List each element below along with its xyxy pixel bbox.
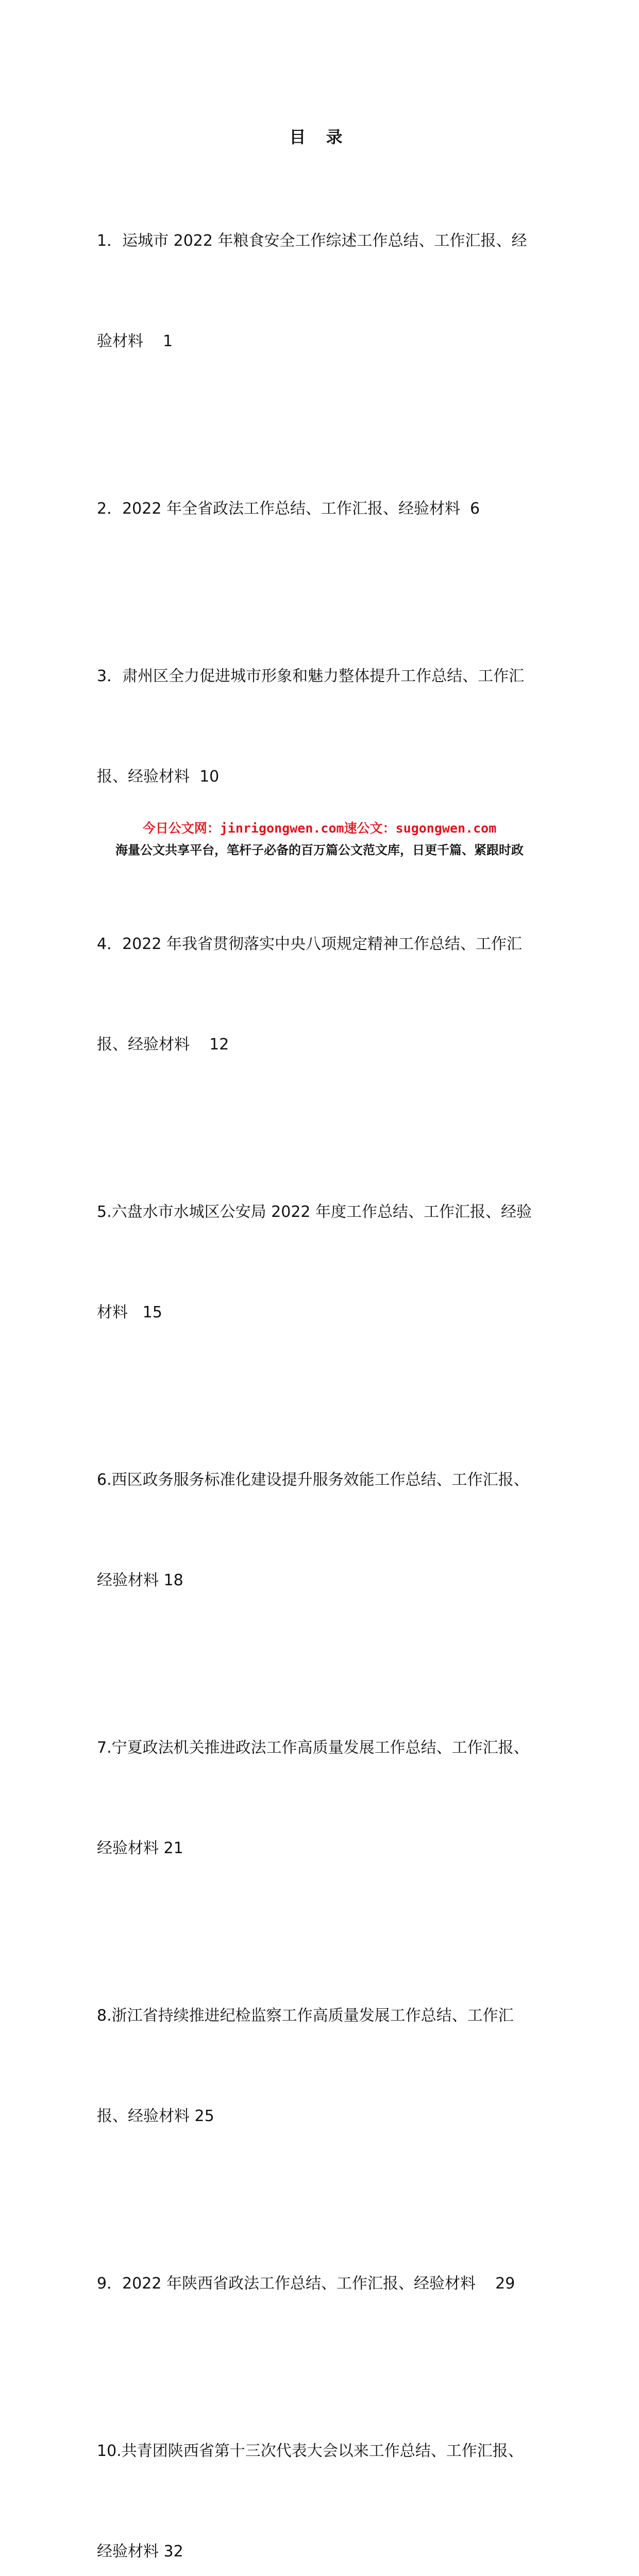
toc-entry-text: 6.西区政务服务标准化建设提升服务效能工作总结、工作汇报、 <box>97 1471 529 1489</box>
site2-link[interactable]: sugongwen.com <box>395 821 497 836</box>
toc-entry-text: 3．肃州区全力促进城市形象和魅力整体提升工作总结、工作汇 <box>97 667 525 685</box>
toc-entry-text-continued: 经验材料 21 <box>97 1839 183 1857</box>
toc-entry-text-continued: 报、经验材料 10 <box>97 768 220 786</box>
toc-entry-text-continued: 验材料 1 <box>97 332 173 350</box>
toc-entry-10[interactable] <box>97 2367 550 2576</box>
site1-link[interactable]: jinrigongwen.com <box>220 821 344 836</box>
toc-entry-text: 7.宁夏政法机关推进政法工作高质量发展工作总结、工作汇报、 <box>97 1739 529 1757</box>
toc-entry-text: 2．2022 年全省政法工作总结、工作汇报、经验材料 6 <box>97 500 480 518</box>
toc-entry-text-continued: 经验材料 32 <box>97 2543 183 2561</box>
toc-entry-2[interactable] <box>97 425 550 592</box>
toc-entry-text: 10.共青团陕西省第十三次代表大会以来工作总结、工作汇报、 <box>97 2442 524 2460</box>
toc-entry-text-continued: 材料 15 <box>97 1303 162 1321</box>
site2-label: 速公文： <box>344 821 396 836</box>
toc-entry-7[interactable] <box>97 1664 550 1932</box>
footer-slogan: 海量公文共享平台，笔杆子必备的百万篇公文范文库，日更千篇、紧跟时政 <box>115 843 524 857</box>
toc-entry-text-continued: 报、经验材料 12 <box>97 1036 229 1054</box>
site1-label: 今日公文网： <box>142 821 220 836</box>
toc-entry-text: 1．运城市 2022 年粮食安全工作综述工作总结、工作汇报、经 <box>97 232 527 250</box>
toc-entry-8[interactable] <box>97 1932 550 2200</box>
toc-entry-text-continued: 经验材料 18 <box>97 1571 183 1589</box>
toc-entry-text: 4．2022 年我省贯彻落实中央八项规定精神工作总结、工作汇 <box>97 935 522 953</box>
toc-entry-5[interactable] <box>97 1128 550 1396</box>
toc-entry-9[interactable] <box>97 2200 550 2367</box>
table-of-contents <box>97 157 550 2576</box>
toc-entry-text: 8.浙江省持续推进纪检监察工作高质量发展工作总结、工作汇 <box>97 2007 514 2025</box>
toc-title: 目 录 <box>289 127 350 147</box>
toc-entry-text: 9．2022 年陕西省政法工作总结、工作汇报、经验材料 29 <box>97 2275 515 2293</box>
toc-entry-6[interactable] <box>97 1396 550 1664</box>
toc-entry-text: 5.六盘水市水城区公安局 2022 年度工作总结、工作汇报、经验 <box>97 1203 532 1221</box>
toc-entry-4[interactable] <box>97 860 550 1128</box>
footer-site-links <box>0 819 639 838</box>
toc-entry-1[interactable] <box>97 157 550 425</box>
toc-entry-text-continued: 报、经验材料 25 <box>97 2107 214 2125</box>
